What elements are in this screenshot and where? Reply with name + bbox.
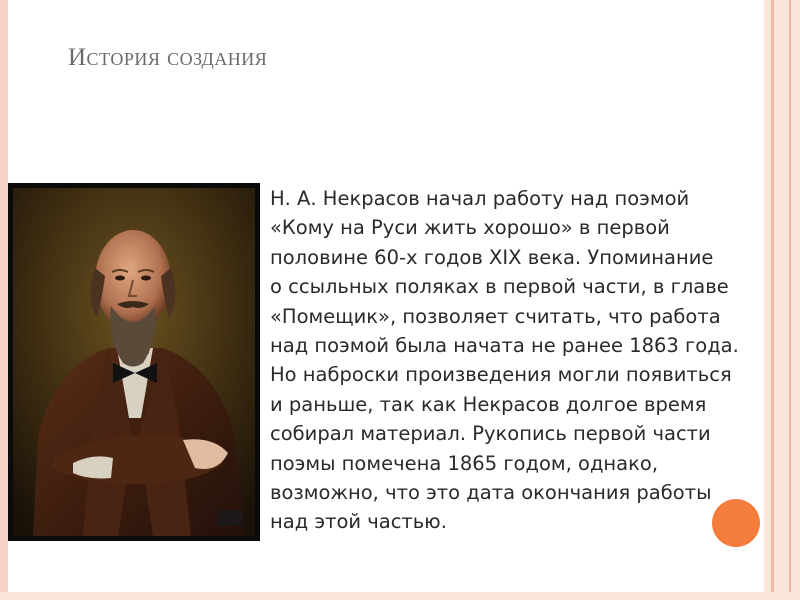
- left-frame-strip: [0, 0, 8, 600]
- portrait-painting: [13, 188, 255, 536]
- bottom-frame-strip: [0, 592, 800, 600]
- right-frame-line: [789, 0, 791, 600]
- portrait-image: [8, 183, 260, 541]
- right-frame-line: [771, 0, 774, 600]
- slide-title: История создания: [68, 44, 268, 71]
- slide-body-text: Н. А. Некрасов начал работу над поэмой «Кому на Руси жить хорошо» в первой половине 60-х годов XIX века. Упоминание о ссыльных поляках в первой части, в главе «Помещик», позволяет считать, что работа над поэмой была начата не ранее 1863 года. Но наброски произведения могли появиться и раньше, так как Некрасов долгое время собирал материал. Рукопись первой части поэмы помечена 1865 годом, однако, возможно, что это дата окончания работы над этой частью.: [270, 187, 739, 534]
- decorative-orange-circle: [712, 499, 760, 547]
